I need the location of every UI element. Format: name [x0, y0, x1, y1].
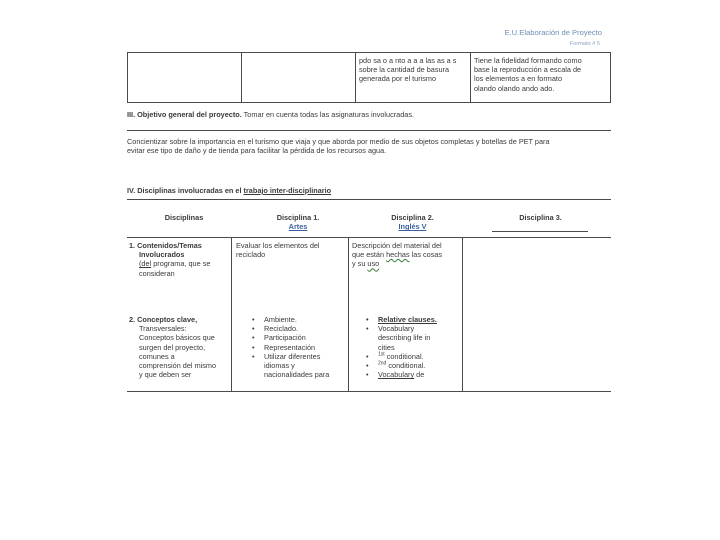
- list-item: • $^{2nd}$ conditional.: [364, 361, 462, 370]
- top-table-cell-2: Tiene la fidelidad formando como base la reproducción a escala de los elementos a en formato olando olando ando ado.: [474, 56, 582, 93]
- document-header-subtitle: Formato # 5: [569, 41, 600, 47]
- list-item: • Representación: [250, 343, 348, 352]
- row-2-header: 2. Conceptos clave, Transversales: Conceptos básicos que surgen del proyecto, comunes a comprensión del mismo y que deben ser: [129, 315, 217, 380]
- section-3-body: Concientizar sobre la importancia en el turismo que viaja y que aborda por medio de sus objetos completas y botellas de PET para evitar ese tipo de daño y de tienda para facilitar la pérdida de los recursos agua.: [127, 137, 550, 156]
- row-1-discipline-1: Evaluar los elementos del reciclado: [236, 241, 320, 260]
- col-header-disciplines: Disciplinas: [164, 213, 204, 222]
- row-2-discipline-2: [364, 315, 462, 379]
- document-header-title: E.U.Elaboración de Proyecto: [504, 28, 602, 37]
- list-item-continuation: cities: [378, 342, 395, 352]
- list-item: • Participación: [250, 333, 348, 342]
- list-item-continuation: describing life in: [378, 333, 431, 343]
- col-header-discipline-1: Disciplina 1. Artes: [276, 213, 320, 232]
- list-item: • $^{1st}$ conditional.: [364, 352, 462, 361]
- col-header-discipline-3: Disciplina 3.: [519, 213, 562, 222]
- list-item: • Ambiente.: [250, 315, 348, 324]
- top-table-cell-1: pdo sa o a nto a a a las as a s sobre la cantidad de basura generada por el turismo: [359, 56, 457, 84]
- list-item: • Relative clauses.: [364, 315, 462, 324]
- list-item: • Vocabulary: [364, 324, 462, 333]
- row-1-header: 1. Contenidos/Temas Involucrados (del programa, que se consideran: [129, 241, 211, 278]
- list-item: • Utilizar diferentes: [250, 352, 348, 361]
- list-item: • Vocabulary de: [364, 370, 462, 379]
- row-2-discipline-1: [250, 315, 348, 379]
- col-header-discipline-2: Disciplina 2. Inglés V: [391, 213, 434, 232]
- list-item: • Reciclado.: [250, 324, 348, 333]
- section-4-heading: IV. Disciplinas involucradas en el trabajo inter-disciplinario: [127, 186, 332, 195]
- list-item-continuation: idiomas y: [264, 361, 295, 371]
- list-item-continuation: nacionalidades para: [264, 370, 330, 380]
- section-3-heading: III. Objetivo general del proyecto. Tomar en cuenta todas las asignaturas involucradas.: [127, 110, 415, 119]
- row-1-discipline-2: Descripción del material del que están hechas las cosas y su uso: [352, 241, 443, 269]
